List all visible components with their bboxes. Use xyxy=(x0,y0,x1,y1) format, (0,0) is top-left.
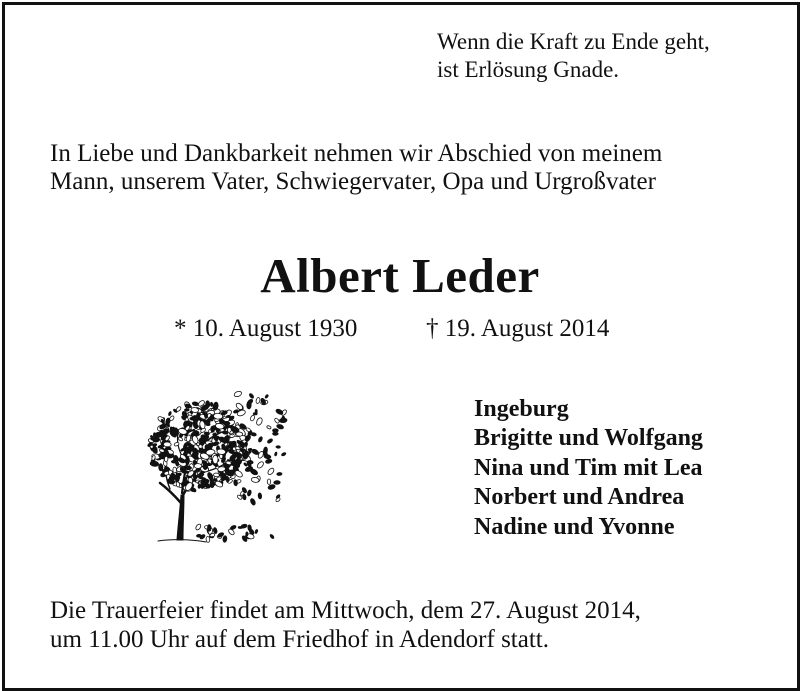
motto-verse xyxy=(437,28,710,84)
intro-line: Mann, unserem Vater, Schwiegervater, Opa und Urgroßvater xyxy=(50,168,656,195)
family-list xyxy=(474,395,703,542)
notice-border xyxy=(2,2,800,691)
family-member: Norbert und Andrea xyxy=(474,484,685,511)
family-member: Brigitte und Wolfgang xyxy=(474,425,703,452)
family-member: Nadine und Yvonne xyxy=(474,513,675,540)
funeral-service-info xyxy=(50,596,641,654)
death-date: † 19. August 2014 xyxy=(426,315,610,342)
deceased-name: Albert Leder xyxy=(260,248,540,303)
motto-line: Wenn die Kraft zu Ende geht, xyxy=(437,29,710,54)
motto-line: ist Erlösung Gnade. xyxy=(437,57,620,82)
birth-date: * 10. August 1930 xyxy=(174,315,358,342)
service-line: um 11.00 Uhr auf dem Friedhof in Adendorf statt. xyxy=(50,626,549,653)
tree-with-falling-leaves-icon xyxy=(140,385,290,547)
service-line: Die Trauerfeier findet am Mittwoch, dem 27. August 2014, xyxy=(50,597,641,624)
intro-text xyxy=(50,140,662,196)
family-member: Nina und Tim mit Lea xyxy=(474,454,703,481)
intro-line: In Liebe und Dankbarkeit nehmen wir Abschied von meinem xyxy=(50,140,663,167)
family-member: Ingeburg xyxy=(474,396,569,422)
